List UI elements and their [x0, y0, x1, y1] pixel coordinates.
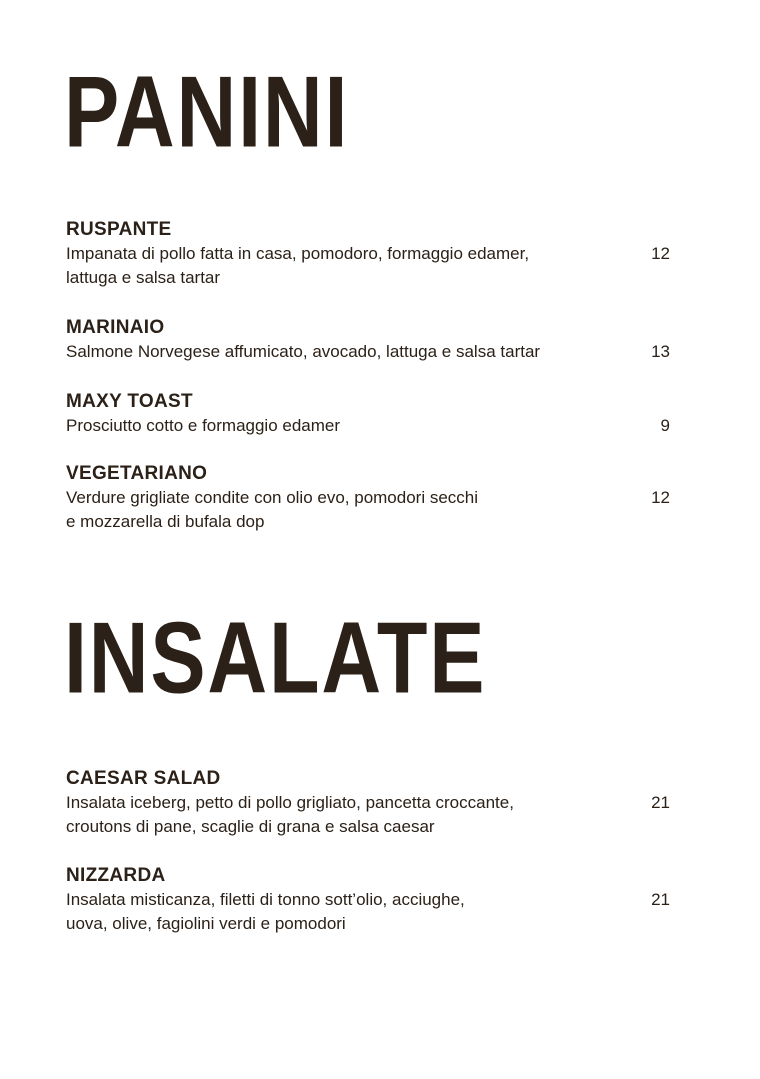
item-name: VEGETARIANO	[66, 463, 208, 484]
item-price: 21	[651, 890, 670, 909]
item-price: 13	[651, 342, 670, 361]
menu-item-vegetariano	[66, 462, 676, 534]
item-name: RUSPANTE	[66, 219, 172, 240]
insalate-title: INSALATE	[64, 602, 487, 715]
item-name: NIZZARDA	[66, 865, 166, 886]
item-description: Insalata misticanza, filetti di tonno sott’olio, acciughe, uova, olive, fagiolini verdi e pomodori	[66, 890, 465, 933]
item-name: CAESAR SALAD	[66, 768, 221, 789]
menu-item-ruspante	[66, 218, 676, 290]
item-name: MARINAIO	[66, 317, 165, 338]
item-description: Impanata di pollo fatta in casa, pomodoro, formaggio edamer, lattuga e salsa tartar	[66, 244, 530, 287]
item-price: 9	[660, 416, 670, 435]
menu-item-caesar-salad	[66, 767, 676, 839]
item-name: MAXY TOAST	[66, 391, 193, 412]
item-description: Verdure grigliate condite con olio evo, pomodori secchi e mozzarella di bufala dop	[66, 488, 479, 531]
item-description: Insalata iceberg, petto di pollo grigliato, pancetta croccante, croutons di pane, scaglie di grana e salsa caesar	[66, 793, 514, 836]
item-price: 21	[651, 793, 670, 812]
item-price: 12	[651, 488, 670, 507]
panini-title: PANINI	[64, 56, 350, 169]
menu-item-nizzarda	[66, 864, 676, 936]
item-description: Prosciutto cotto e formaggio edamer	[66, 416, 341, 435]
menu-item-maxy-toast	[66, 390, 676, 438]
item-description: Salmone Norvegese affumicato, avocado, lattuga e salsa tartar	[66, 342, 541, 361]
menu-item-marinaio	[66, 316, 676, 364]
item-price: 12	[651, 244, 670, 263]
